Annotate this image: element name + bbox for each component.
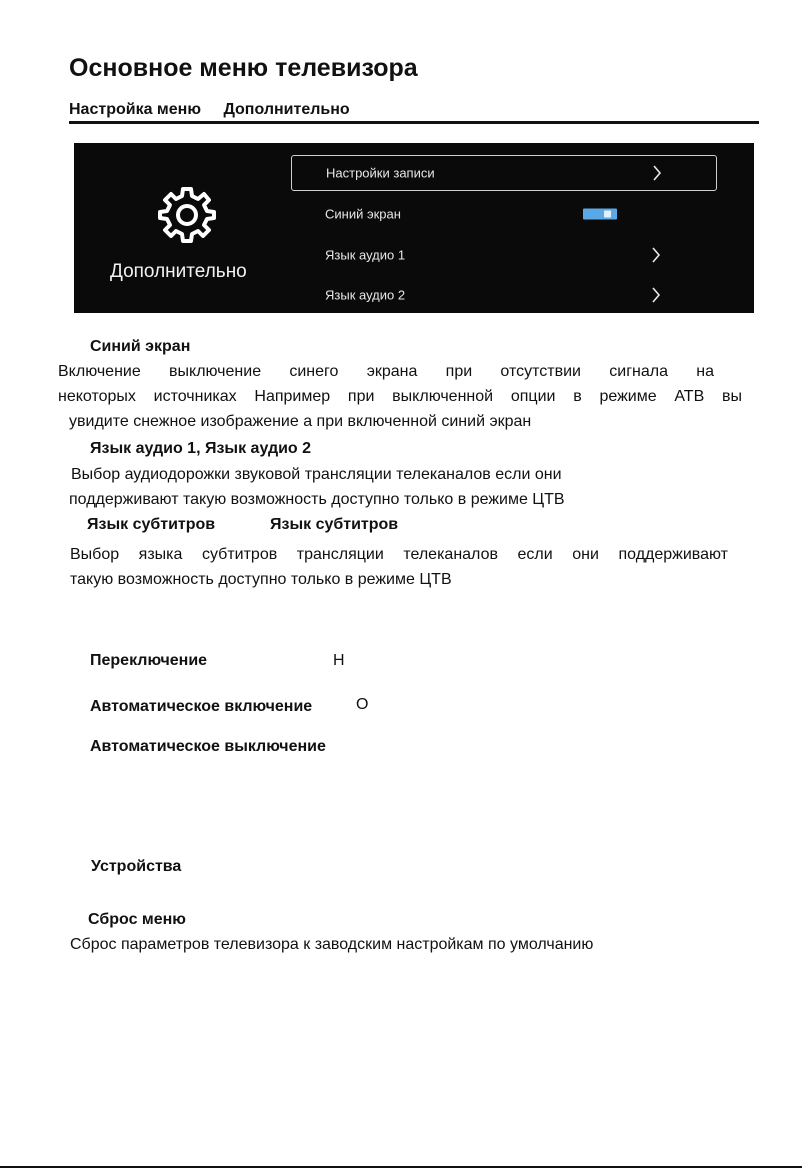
breadcrumb bbox=[69, 101, 350, 119]
paragraph-line: такую возможность доступно только в режиме ЦТВ bbox=[70, 571, 452, 588]
reset-heading: Сброс меню bbox=[88, 911, 186, 928]
paragraph-line: Выбор аудиодорожки звуковой трансляции телеканалов если они bbox=[71, 466, 562, 483]
switching-label: Переключение bbox=[90, 652, 208, 669]
toggle-knob bbox=[604, 211, 611, 218]
paragraph-line: Включение выключение синего экрана при отсутствии сигнала на bbox=[58, 363, 714, 380]
page-title: Основное меню телевизора bbox=[69, 54, 418, 82]
reset-description: Сброс параметров телевизора к заводским настройкам по умолчанию bbox=[70, 936, 594, 953]
subtitle-lang-heading-b: Язык субтитров bbox=[270, 516, 399, 533]
footer-divider bbox=[0, 1166, 802, 1168]
tv-menu-screen bbox=[74, 143, 754, 313]
paragraph-line: поддерживают такую возможность доступно только в режиме ЦТВ bbox=[69, 491, 565, 508]
auto-on-value: О bbox=[356, 696, 369, 713]
chevron-right-icon bbox=[651, 247, 661, 263]
menu-item-label: Настройки записи bbox=[326, 165, 435, 181]
header-divider bbox=[69, 121, 759, 124]
menu-item-label: Язык аудио 1 bbox=[325, 247, 406, 263]
breadcrumb-settings: Настройка меню bbox=[69, 101, 201, 118]
menu-item-blue-screen[interactable] bbox=[291, 196, 717, 232]
tv-section-label: Дополнительно bbox=[110, 261, 247, 282]
breadcrumb-extra: Дополнительно bbox=[223, 101, 350, 118]
menu-item-label: Язык аудио 2 bbox=[325, 287, 406, 303]
blue-screen-heading: Синий экран bbox=[90, 338, 191, 355]
menu-item-record-settings[interactable] bbox=[291, 155, 717, 191]
menu-item-label: Синий экран bbox=[325, 206, 401, 222]
paragraph-line: Выбор языка субтитров трансляции телеканалов если они поддерживают bbox=[70, 546, 728, 563]
gear-icon bbox=[156, 183, 218, 245]
audio-lang-heading: Язык аудио 1, Язык аудио 2 bbox=[90, 440, 312, 457]
chevron-right-icon bbox=[651, 287, 661, 303]
auto-off-label: Автоматическое выключение bbox=[90, 738, 326, 755]
menu-item-audio-lang-1[interactable] bbox=[291, 237, 717, 273]
blue-screen-toggle[interactable] bbox=[583, 209, 617, 220]
subtitle-lang-description bbox=[70, 542, 728, 592]
subtitle-lang-heading-a: Язык субтитров bbox=[87, 516, 216, 533]
devices-label: Устройства bbox=[91, 858, 182, 875]
switching-value: Н bbox=[333, 652, 345, 669]
paragraph-line: увидите снежное изображение а при включенной синий экран bbox=[69, 413, 532, 430]
paragraph-line: некоторых источниках Например при выключенной опции в режиме АТВ вы bbox=[58, 388, 742, 405]
menu-item-audio-lang-2[interactable] bbox=[291, 277, 717, 313]
chevron-right-icon bbox=[652, 165, 662, 181]
audio-lang-description bbox=[69, 462, 565, 512]
blue-screen-description bbox=[58, 359, 742, 434]
auto-on-label: Автоматическое включение bbox=[90, 698, 313, 715]
